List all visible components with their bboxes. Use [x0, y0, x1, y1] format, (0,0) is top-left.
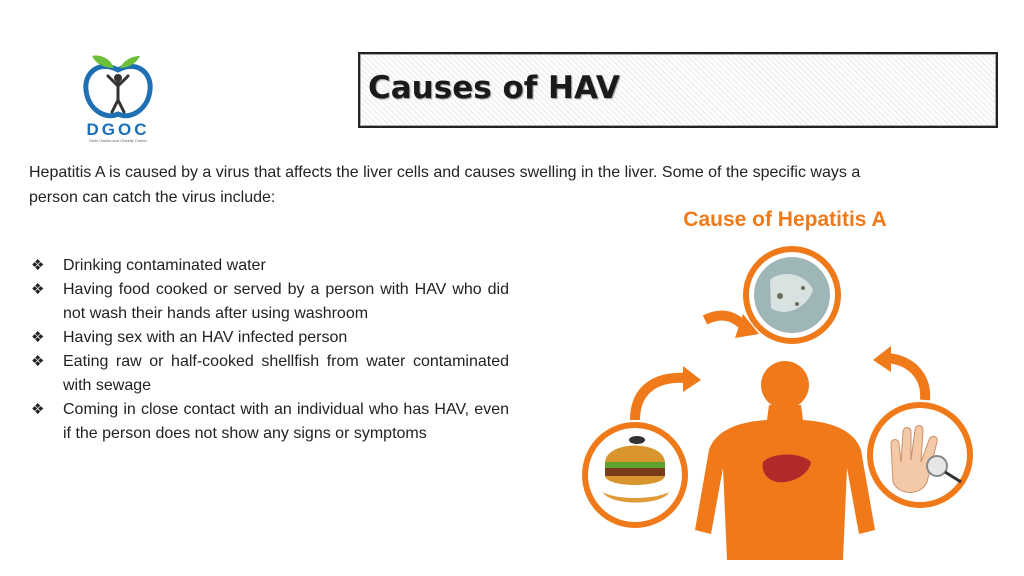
dirty-hand-icon: [870, 405, 970, 505]
title-box: [358, 52, 998, 128]
dgoc-logo: [70, 52, 166, 146]
contaminated-food-icon: [585, 425, 685, 525]
page-title: Causes of HAV: [368, 70, 620, 106]
arrow-head-icon: [683, 366, 701, 392]
list-item: [29, 398, 509, 446]
list-item-text: Eating raw or half-cooked shellfish from water contaminated with sewage: [63, 353, 509, 394]
list-item: [29, 278, 509, 326]
list-item-text: Having food cooked or served by a person with HAV who did not wash their hands after using washroom: [63, 281, 509, 322]
list-item-text: Drinking contaminated water: [63, 257, 266, 274]
list-item-text: Having sex with an HAV infected person: [63, 329, 348, 346]
cause-diagram: [575, 200, 995, 570]
list-item: [29, 326, 509, 350]
diamond-bullet-icon: ❖: [31, 257, 45, 274]
logo-text: DGOC: [86, 120, 150, 139]
hepatitis-cause-illustration: [575, 200, 995, 570]
list-item: [29, 350, 509, 398]
logo-subtext: Delhi Gastro and Obesity Center: [89, 138, 147, 143]
diamond-bullet-icon: ❖: [31, 281, 45, 298]
arrow-icon: [887, 358, 925, 400]
diamond-bullet-icon: ❖: [31, 353, 45, 370]
arrow-icon: [635, 378, 687, 420]
diamond-bullet-icon: ❖: [31, 329, 45, 346]
figure-title: Cause of Hepatitis A: [683, 208, 887, 231]
diamond-bullet-icon: ❖: [31, 401, 45, 418]
intro-paragraph: Hepatitis A is caused by a virus that affects the liver cells and causes swelling in the liver. Some of the specific ways a person can catch the virus include:: [29, 164, 861, 206]
cause-list: [29, 254, 509, 446]
arrow-head-icon: [873, 346, 891, 372]
apple-person-icon: [70, 52, 166, 122]
list-item: [29, 254, 509, 278]
list-item-text: Coming in close contact with an individual who has HAV, even if the person does not show any signs or symptoms: [63, 401, 509, 442]
contaminated-water-icon: [746, 249, 838, 341]
